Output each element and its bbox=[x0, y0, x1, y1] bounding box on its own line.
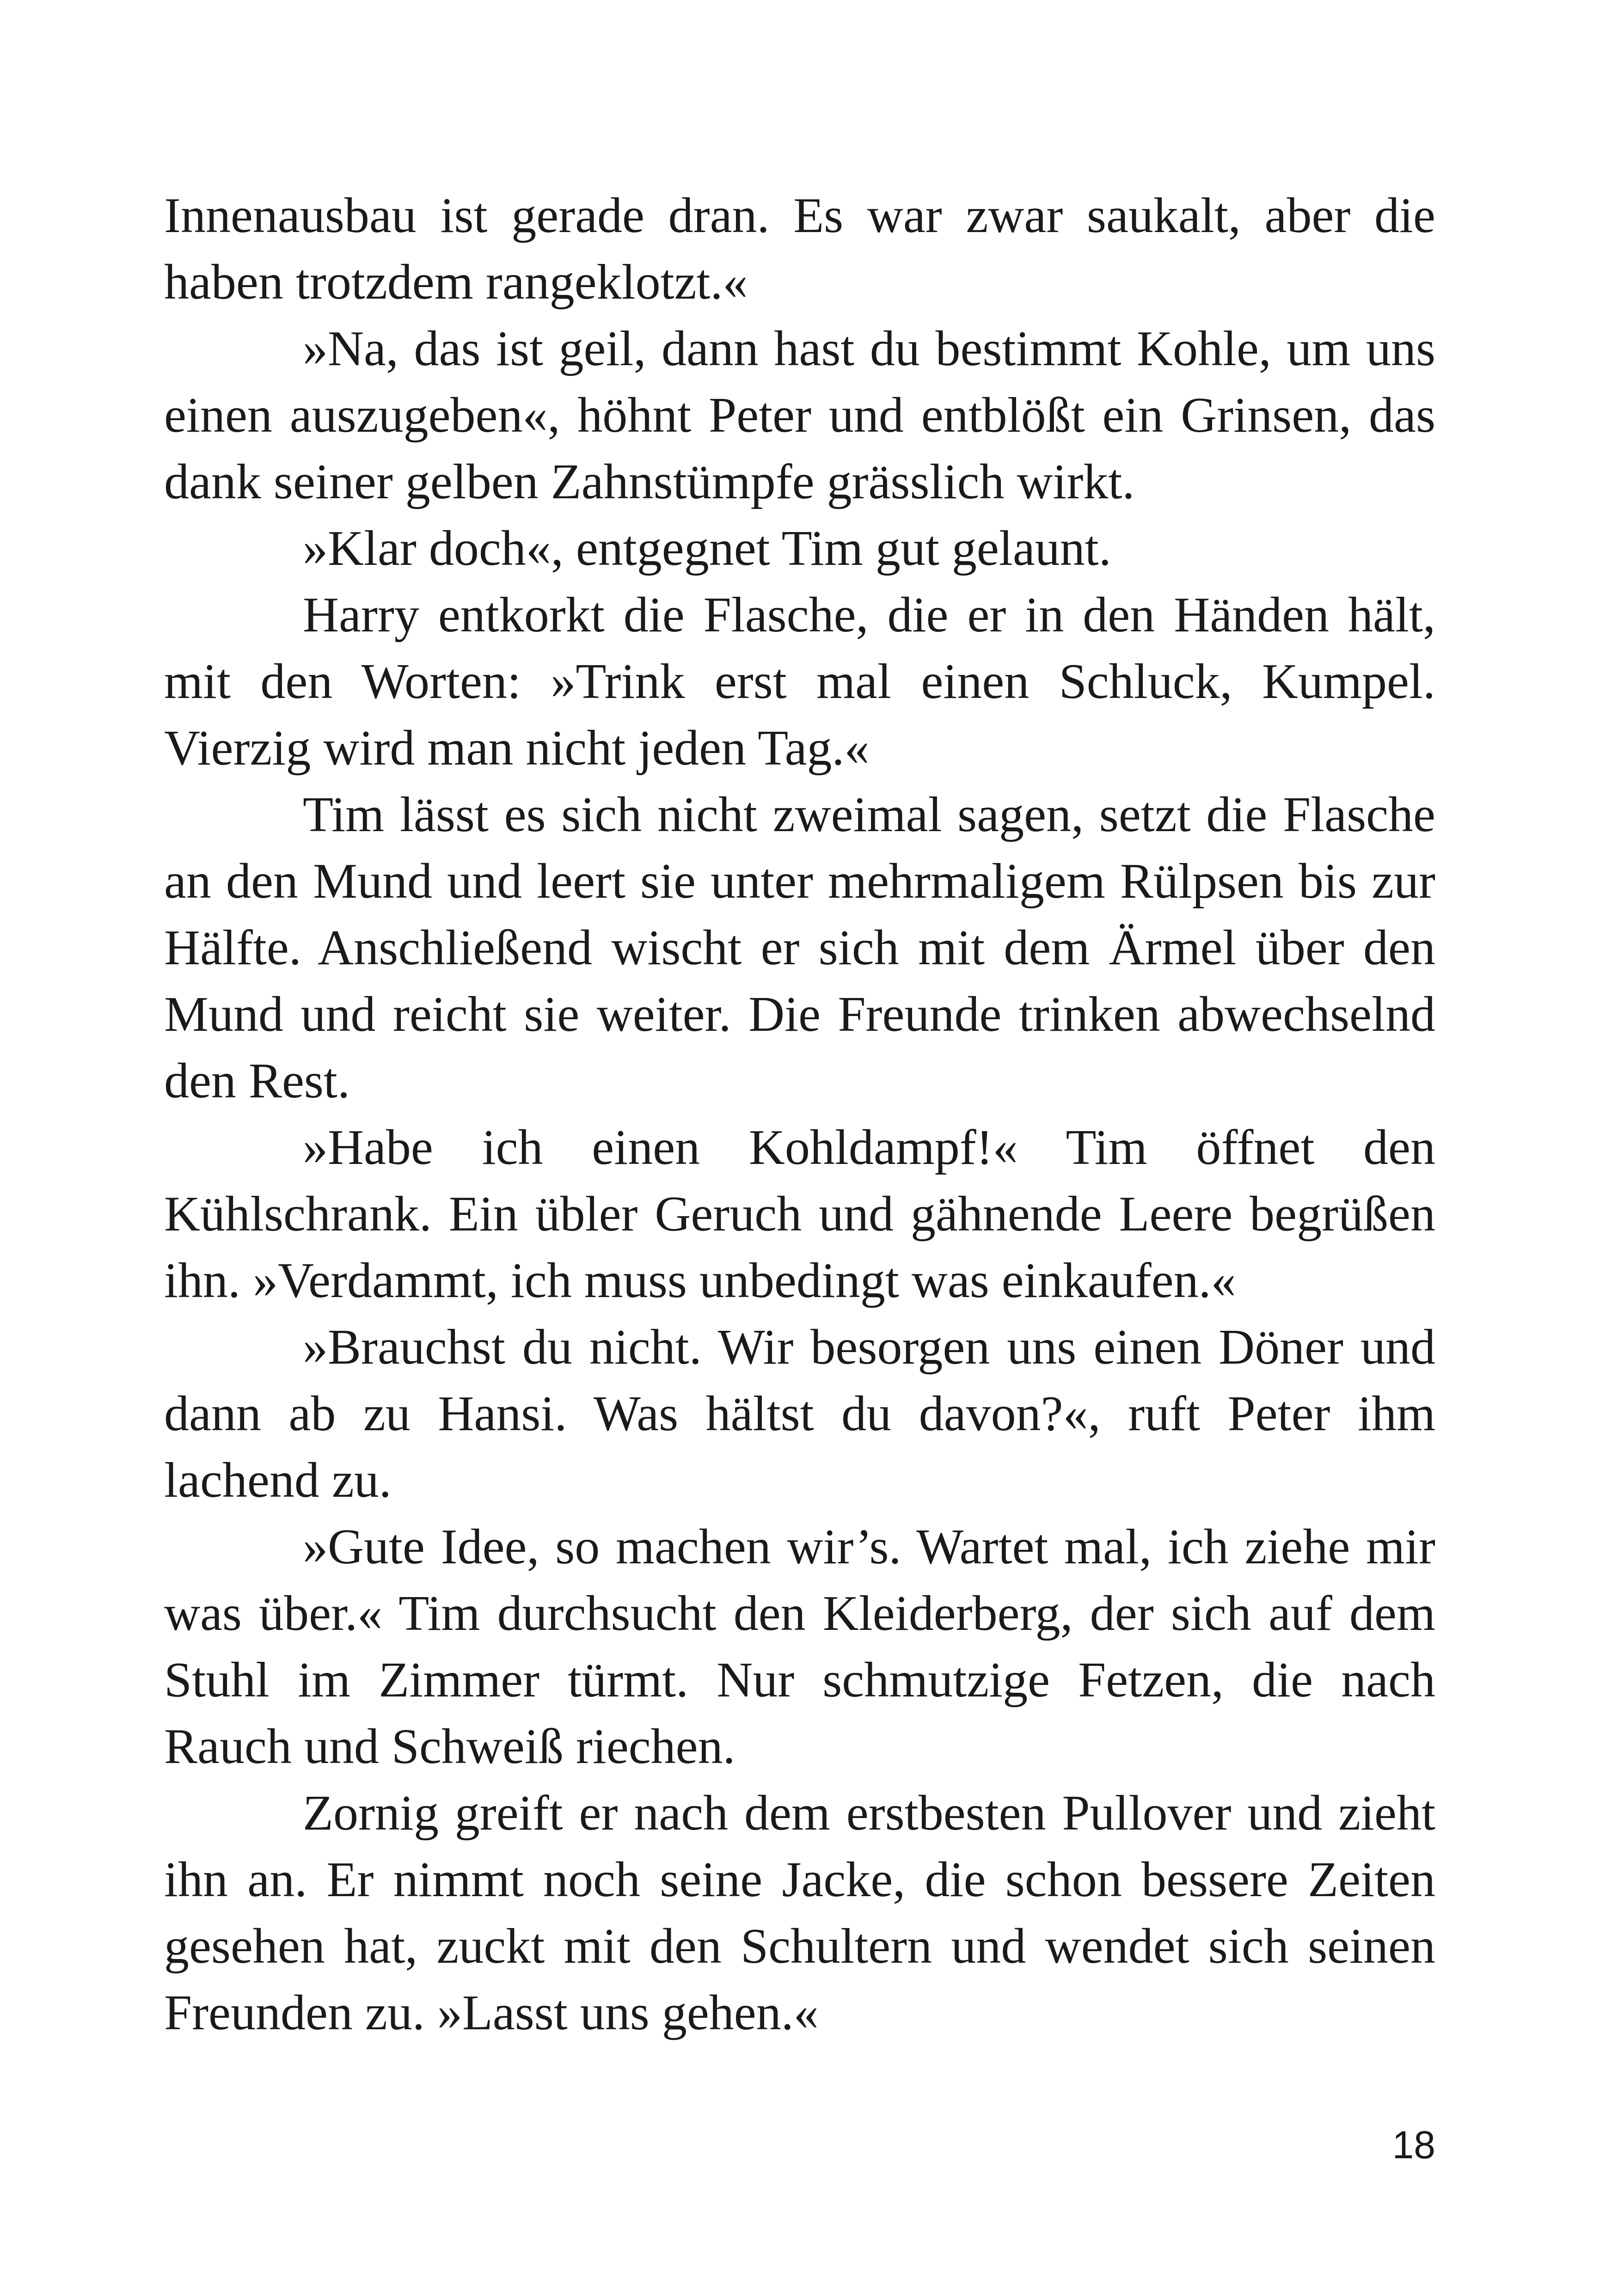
paragraph-7: »Brauchst du nicht. Wir besorgen uns einen Döner und dann ab zu Hansi. Was hältst du davon?«, ruft Peter ihm lachend zu. bbox=[164, 1320, 1435, 1508]
paragraph-1: Innenausbau ist gerade dran. Es war zwar saukalt, aber die haben trotzdem rangeklotzt.« bbox=[164, 188, 1435, 310]
paragraph-4: Harry entkorkt die Flasche, die er in den Händen hält, mit den Worten: »Trink erst mal einen Schluck, Kumpel. Vierzig wird man nicht jeden Tag.« bbox=[164, 588, 1435, 776]
paragraph-6: »Habe ich einen Kohldampf!« Tim öffnet den Kühlschrank. Ein übler Geruch und gähnende Leere begrüßen ihn. »Verdammt, ich muss unbedingt was einkaufen.« bbox=[164, 1120, 1435, 1308]
body-text bbox=[164, 183, 1435, 2046]
paragraph-9: Zornig greift er nach dem erstbesten Pullover und zieht ihn an. Er nimmt noch seine Jacke, die schon bessere Zeiten gesehen hat, zuckt mit den Schultern und wendet sich seinen Freunden zu. »Lasst uns gehen.« bbox=[164, 1786, 1435, 2040]
paragraph-2: »Na, das ist geil, dann hast du bestimmt Kohle, um uns einen auszugeben«, höhnt Peter und entblößt ein Grinsen, das dank seiner gelben Zahnstümpfe grässlich wirkt. bbox=[164, 321, 1435, 509]
paragraph-3: »Klar doch«, entgegnet Tim gut gelaunt. bbox=[303, 521, 1111, 576]
paragraph-5: Tim lässt es sich nicht zweimal sagen, setzt die Flasche an den Mund und leert sie unter mehrmaligem Rülpsen bis zur Hälfte. Anschließend wischt er sich mit dem Ärmel über den Mund und reicht sie weiter. Die Freunde trinken abwechselnd den Rest. bbox=[164, 787, 1435, 1108]
page-number: 18 bbox=[1392, 2123, 1435, 2167]
paragraph-8: »Gute Idee, so machen wir’s. Wartet mal, ich ziehe mir was über.« Tim durchsucht den Kleiderberg, der sich auf dem Stuhl im Zimmer türmt. Nur schmutzige Fetzen, die nach Rauch und Schweiß riechen. bbox=[164, 1519, 1435, 1774]
